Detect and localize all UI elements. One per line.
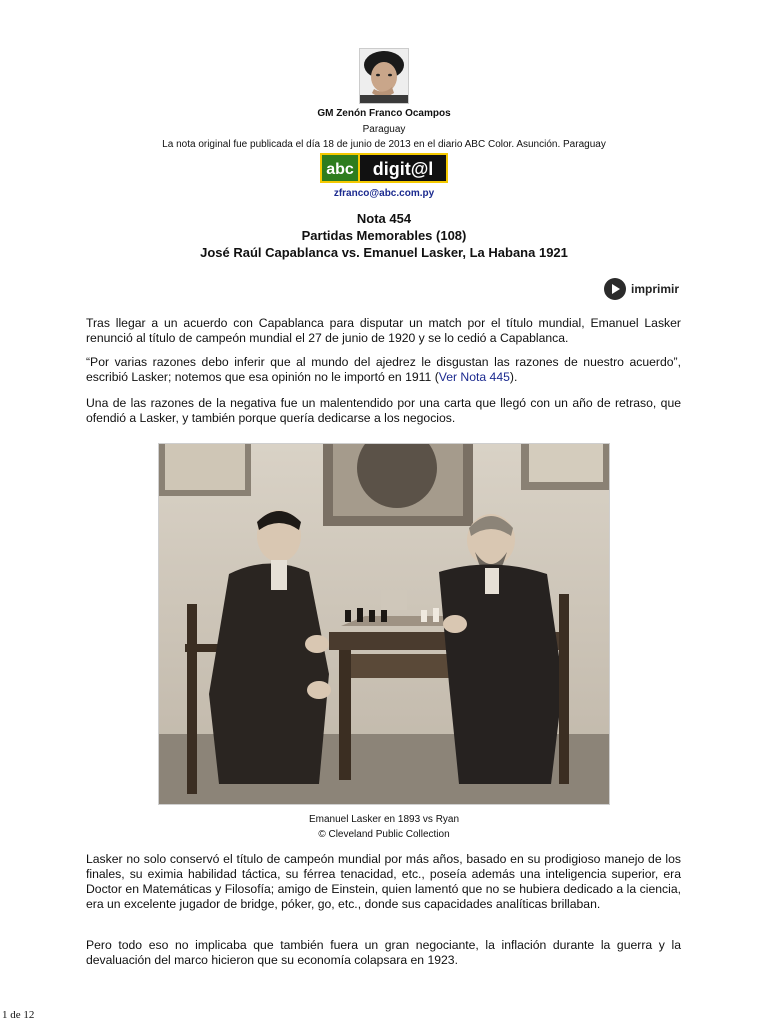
print-button[interactable] [604,278,688,300]
paragraph-2-end: ). [509,370,518,384]
publication-note: La nota original fue publicada el día 18 de junio de 2013 en el diario ABC Color. Asunción. Paraguay [162,139,606,150]
author-country: Paraguay [362,124,406,135]
print-button-label: imprimir [631,282,680,296]
note-number: Nota 454 [356,211,412,226]
author-email-link[interactable]: zfranco@abc.com.py [333,188,435,199]
svg-text:abc: abc [326,161,354,178]
paragraph-2 [86,355,681,385]
paragraph-3: Una de las razones de la negativa fue un malentendido por una carta que llegó con un año de retraso, que ofendió a Lasker, y también porque quería dedicarse a los negocios. [86,396,681,425]
paragraph-2-text: “Por varias razones debo inferir que al mundo del ajedrez le disgustan las razones de nuestro acuerdo”, escribió Lasker; notemos que esa opinión no le importó en 1911 ( [86,355,681,384]
photo-caption: Emanuel Lasker en 1893 vs Ryan [308,814,460,825]
paragraph-4: Lasker no solo conservó el título de campeón mundial por más años, basado en su prodigioso manejo de los finales, su eximia habilidad táctica, su férrea tenacidad, etc., poseía además una inteligencia superior, era Doctor en Matemáticas y Filosofía; amigo de Einstein, quien lamentó que no se hubiera dedicado a la ciencia, era un excelente jugador de bridge, póker, go, etc., donde sus capacidades analíticas brillaban. [86,852,681,911]
author-avatar [359,48,409,104]
article-title [0,210,768,261]
svg-text:digit@l: digit@l [372,159,434,179]
photo-credit: © Cleveland Public Collection [318,829,450,840]
page-number: 1 de 12 [2,1009,35,1021]
series-title: Partidas Memorables (108) [301,228,467,243]
play-icon [604,278,626,300]
paragraph-1: Tras llegar a un acuerdo con Capablanca para disputar un match por el título mundial, Emanuel Lasker renunció al título de campeón mundial el 27 de junio de 1920 y se lo cedió a Capablanca. [86,316,681,345]
paragraph-5: Pero todo eso no implicaba que también fuera un gran negociante, la inflación durante la guerra y la devaluación del marco hicieron que su economía colapsara en 1923. [86,938,681,967]
author-name: GM Zenón Franco Ocampos [317,108,451,119]
chess-photo [158,443,610,805]
game-title: José Raúl Capablanca vs. Emanuel Lasker, La Habana 1921 [200,245,568,260]
ver-nota-445-link[interactable]: Ver Nota 445 [438,370,510,384]
abc-digital-logo [320,153,448,183]
